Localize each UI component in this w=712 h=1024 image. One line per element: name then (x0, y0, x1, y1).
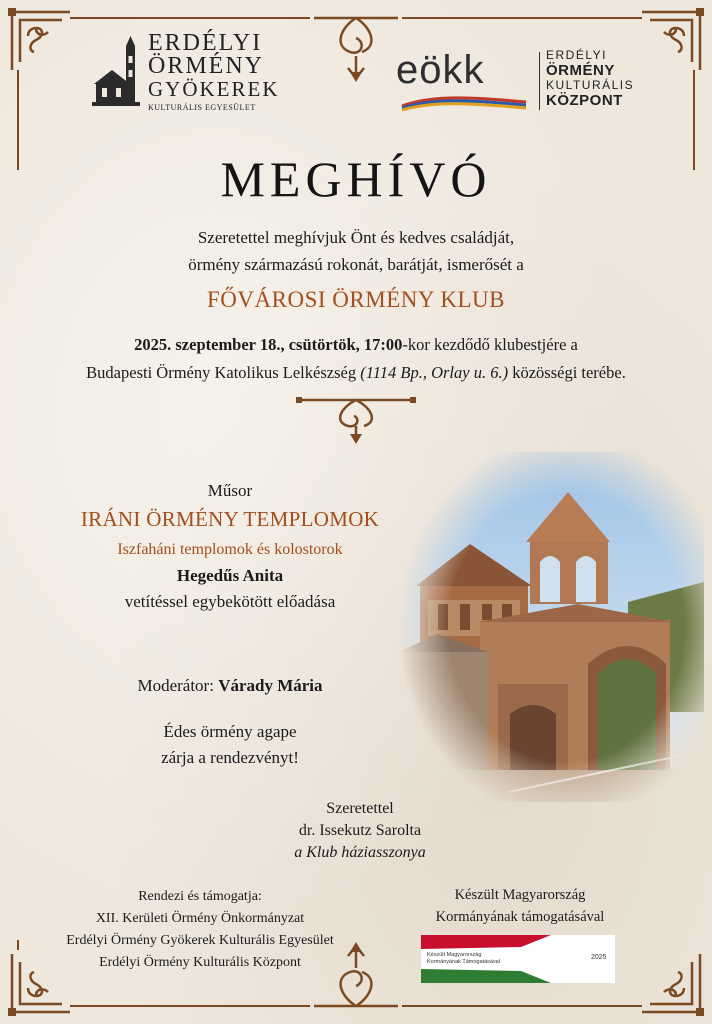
frame-top-left-line (70, 17, 310, 19)
organizer-item: Erdélyi Örmény Gyökerek Kulturális Egyesület (66, 933, 334, 948)
signature-block (200, 798, 520, 864)
organizer-item: Erdélyi Örmény Kulturális Központ (99, 955, 301, 970)
divider-ornament (296, 392, 416, 446)
logo-left-line2: ÖRMÉNY (148, 53, 265, 79)
event-place-rest: közösségi terébe. (508, 363, 626, 382)
frame-bottom-left-line (70, 1005, 310, 1007)
logo-left-line4: KULTURÁLIS EGYESÜLET (148, 103, 256, 112)
signature-name: dr. Issekutz Sarolta (298, 822, 422, 839)
program-speaker: Hegedűs Anita (176, 566, 284, 585)
intro-text (0, 224, 712, 278)
badge-line1: Készült Magyarország (427, 952, 482, 958)
logo-right-line2: ÖRMÉNY (546, 62, 615, 79)
signature-role: a Klub háziasszonya (294, 844, 426, 861)
agape-line2: zárja a rendezvényt! (161, 748, 299, 767)
badge-year: 2025 (591, 954, 607, 961)
logo-left-line3: GYÖKEREK (148, 77, 280, 101)
organizers-heading: Rendezi és támogatja: (138, 889, 262, 904)
logo-right-line4: KÖZPONT (546, 92, 623, 109)
intro-line2: örmény származású rokonát, barátját, ismerősét a (188, 255, 524, 274)
eokk-divider (539, 52, 540, 110)
signature-line1: Szeretettel (326, 800, 394, 817)
club-name: FŐVÁROSI ÖRMÉNY KLUB (207, 287, 505, 312)
organizer-item: XII. Kerületi Örmény Önkormányzat (95, 911, 305, 926)
corner-ornament-top-right (636, 6, 706, 76)
badge-line2: Kormányának Támogatásával (427, 958, 500, 965)
logo-right-line3: KULTURÁLIS (546, 78, 635, 92)
intro-line1: Szeretettel meghívjuk Önt és kedves családját, (197, 228, 515, 247)
event-details (0, 331, 712, 387)
program-subtitle: Iszfaháni templomok és kolostorok (117, 541, 343, 558)
logo-left-line1: ERDÉLYI (148, 30, 263, 56)
organizers-block (20, 886, 380, 974)
moderator-label: Moderátor: (137, 676, 219, 695)
eokk-ribbon-icon (400, 94, 528, 112)
event-date-rest: -kor kezdődő klubestjére a (402, 335, 578, 354)
program-title: IRÁNI ÖRMÉNY TEMPLOMOK (80, 507, 380, 531)
corner-ornament-top-left (6, 6, 76, 76)
program-moderator (40, 676, 420, 696)
top-center-ornament (310, 6, 402, 84)
moderator-name: Várady Mária (218, 676, 323, 695)
event-place: Budapesti Örmény Katolikus Lelkészség (86, 363, 361, 382)
program-description: vetítéssel egybekötött előadása (124, 592, 336, 611)
event-date: 2025. szeptember 18., csütörtök, 17:00 (134, 335, 403, 354)
page-title: MEGHÍVÓ (220, 151, 492, 207)
church-logo-icon (92, 36, 144, 112)
gov-line1: Készült Magyarország (454, 887, 586, 903)
eokk-wordmark: eökk (396, 48, 485, 92)
logo-erdelyi-ormeny-gyokerek (92, 32, 282, 114)
government-support-text (400, 884, 640, 928)
event-address: (1114 Bp., Orlay u. 6.) (360, 363, 509, 382)
frame-bottom-right-line (402, 1005, 642, 1007)
agape-line1: Édes örmény agape (163, 722, 297, 741)
gov-line2: Kormányának támogatásával (435, 909, 605, 925)
program-agape (40, 719, 420, 771)
logo-right-line1: ERDÉLYI (546, 48, 607, 62)
program-label: Műsor (207, 481, 253, 500)
government-support-badge (421, 935, 615, 983)
logo-eokk (396, 48, 646, 118)
corner-ornament-bottom-right (636, 948, 706, 1018)
frame-top-right-line (402, 17, 642, 19)
armenian-church-image (398, 452, 704, 802)
